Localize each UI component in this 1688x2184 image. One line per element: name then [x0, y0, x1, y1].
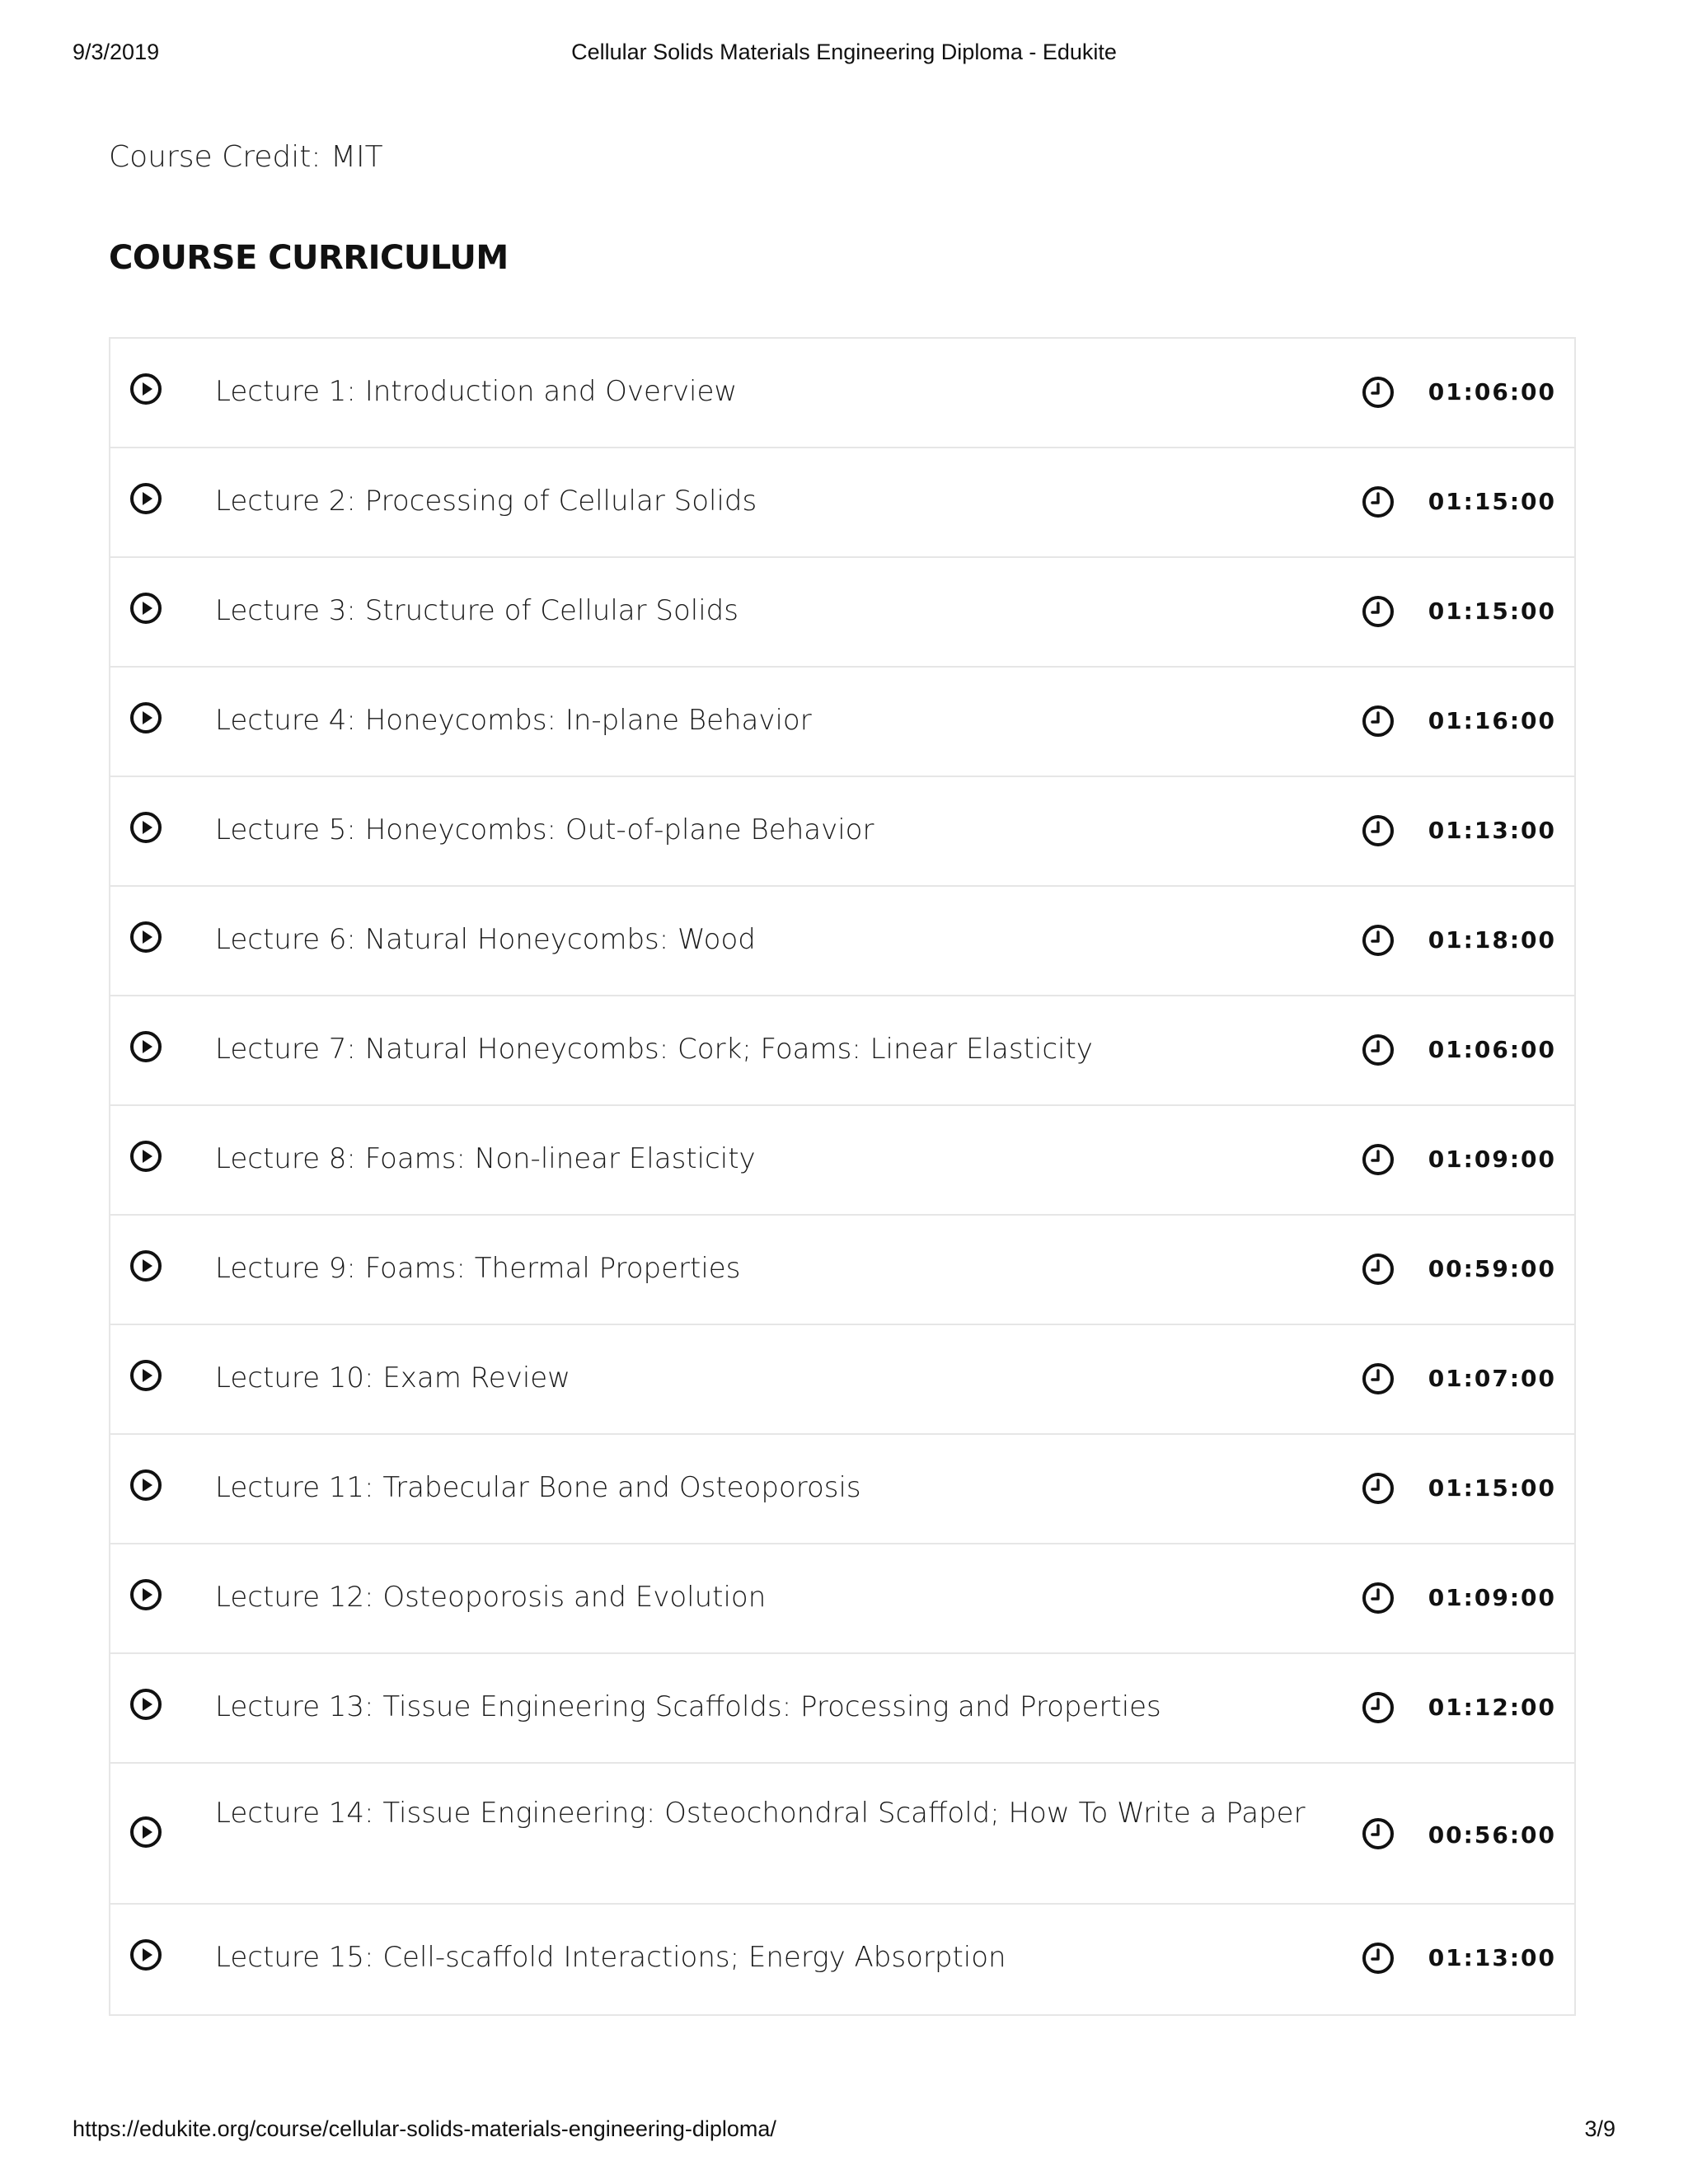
- clock-icon: [1361, 594, 1395, 629]
- lecture-row[interactable]: [110, 1764, 1574, 1905]
- print-header: [0, 40, 1688, 69]
- print-page-number: 3/9: [1584, 2116, 1615, 2141]
- lecture-title[interactable]: Lecture 11: Trabecular Bone and Osteoporosis: [215, 1471, 861, 1504]
- lecture-title[interactable]: Lecture 13: Tissue Engineering Scaffolds: Processing and Properties: [215, 1690, 1161, 1723]
- lecture-row[interactable]: [110, 1216, 1574, 1325]
- print-url[interactable]: https://edukite.org/course/cellular-solids-materials-engineering-diploma/: [73, 2116, 776, 2141]
- lecture-title[interactable]: Lecture 4: Honeycombs: In-plane Behavior: [215, 704, 812, 737]
- clock-icon: [1361, 375, 1395, 410]
- clock-icon: [1361, 1581, 1395, 1615]
- lecture-row[interactable]: [110, 339, 1574, 448]
- section-title: COURSE CURRICULUM: [109, 239, 509, 277]
- play-circle-icon: [129, 1029, 163, 1064]
- play-circle-icon: [129, 1249, 163, 1283]
- lecture-title[interactable]: Lecture 1: Introduction and Overview: [215, 375, 738, 408]
- lecture-row[interactable]: [110, 1654, 1574, 1764]
- clock-icon: [1361, 704, 1395, 738]
- play-circle-icon: [129, 810, 163, 845]
- course-credit: Course Credit: MIT: [109, 140, 383, 174]
- lecture-title[interactable]: Lecture 6: Natural Honeycombs: Wood: [215, 923, 756, 956]
- play-circle-icon: [129, 701, 163, 735]
- play-circle-icon: [129, 1468, 163, 1502]
- print-page-title: Cellular Solids Materials Engineering Diploma - Edukite: [571, 40, 1117, 64]
- print-footer: [0, 2116, 1688, 2146]
- clock-icon: [1361, 1816, 1395, 1851]
- lecture-row[interactable]: [110, 1325, 1574, 1435]
- clock-icon: [1361, 813, 1395, 848]
- clock-icon: [1361, 485, 1395, 519]
- lecture-duration: 01:16:00: [1428, 707, 1556, 734]
- play-circle-icon: [129, 591, 163, 626]
- clock-icon: [1361, 1471, 1395, 1506]
- play-circle-icon: [129, 1577, 163, 1612]
- print-date: 9/3/2019: [73, 40, 160, 64]
- play-circle-icon: [129, 1358, 163, 1393]
- lecture-row[interactable]: [110, 1106, 1574, 1216]
- clock-icon: [1361, 1690, 1395, 1725]
- lecture-duration: 01:12:00: [1428, 1694, 1556, 1721]
- lecture-duration: 01:18:00: [1428, 926, 1556, 954]
- lecture-row[interactable]: [110, 1905, 1574, 2014]
- lecture-title[interactable]: Lecture 15: Cell-scaffold Interactions; Energy Absorption: [215, 1941, 1006, 1974]
- lecture-title[interactable]: Lecture 3: Structure of Cellular Solids: [215, 594, 738, 627]
- lecture-row[interactable]: [110, 1544, 1574, 1654]
- clock-icon: [1361, 1361, 1395, 1396]
- play-circle-icon: [129, 1938, 163, 1972]
- lecture-duration: 01:09:00: [1428, 1584, 1556, 1611]
- lecture-row[interactable]: [110, 887, 1574, 996]
- play-circle-icon: [129, 1139, 163, 1174]
- lecture-duration: 00:59:00: [1428, 1255, 1556, 1282]
- lecture-title[interactable]: Lecture 5: Honeycombs: Out-of-plane Behavior: [215, 813, 874, 846]
- lecture-title[interactable]: Lecture 7: Natural Honeycombs: Cork; Foams: Linear Elasticity: [215, 1033, 1093, 1066]
- lecture-duration: 00:56:00: [1428, 1821, 1556, 1849]
- play-circle-icon: [129, 920, 163, 954]
- lecture-title[interactable]: Lecture 14: Tissue Engineering: Osteochondral Scaffold; How To Write a Paper: [215, 1797, 1306, 1830]
- lecture-title[interactable]: Lecture 10: Exam Review: [215, 1361, 570, 1394]
- lecture-row[interactable]: [110, 996, 1574, 1106]
- lecture-duration: 01:06:00: [1428, 1036, 1556, 1063]
- lecture-row[interactable]: [110, 668, 1574, 777]
- lecture-row[interactable]: [110, 777, 1574, 887]
- curriculum-list: [109, 337, 1576, 2016]
- lecture-duration: 01:13:00: [1428, 817, 1556, 844]
- lecture-row[interactable]: [110, 558, 1574, 668]
- play-circle-icon: [129, 1687, 163, 1722]
- lecture-title[interactable]: Lecture 8: Foams: Non-linear Elasticity: [215, 1142, 756, 1175]
- lecture-duration: 01:07:00: [1428, 1365, 1556, 1392]
- play-circle-icon: [129, 372, 163, 406]
- play-circle-icon: [129, 481, 163, 516]
- lecture-duration: 01:15:00: [1428, 1474, 1556, 1502]
- lecture-duration: 01:09:00: [1428, 1146, 1556, 1173]
- lecture-row[interactable]: [110, 1435, 1574, 1544]
- lecture-duration: 01:15:00: [1428, 598, 1556, 625]
- lecture-title[interactable]: Lecture 9: Foams: Thermal Properties: [215, 1252, 741, 1285]
- clock-icon: [1361, 923, 1395, 958]
- lecture-row[interactable]: [110, 448, 1574, 558]
- lecture-title[interactable]: Lecture 12: Osteoporosis and Evolution: [215, 1581, 767, 1614]
- clock-icon: [1361, 1252, 1395, 1286]
- play-circle-icon: [129, 1815, 163, 1849]
- lecture-duration: 01:13:00: [1428, 1944, 1556, 1971]
- lecture-duration: 01:15:00: [1428, 488, 1556, 515]
- clock-icon: [1361, 1033, 1395, 1067]
- clock-icon: [1361, 1941, 1395, 1975]
- clock-icon: [1361, 1142, 1395, 1177]
- lecture-duration: 01:06:00: [1428, 378, 1556, 405]
- lecture-title[interactable]: Lecture 2: Processing of Cellular Solids: [215, 485, 757, 518]
